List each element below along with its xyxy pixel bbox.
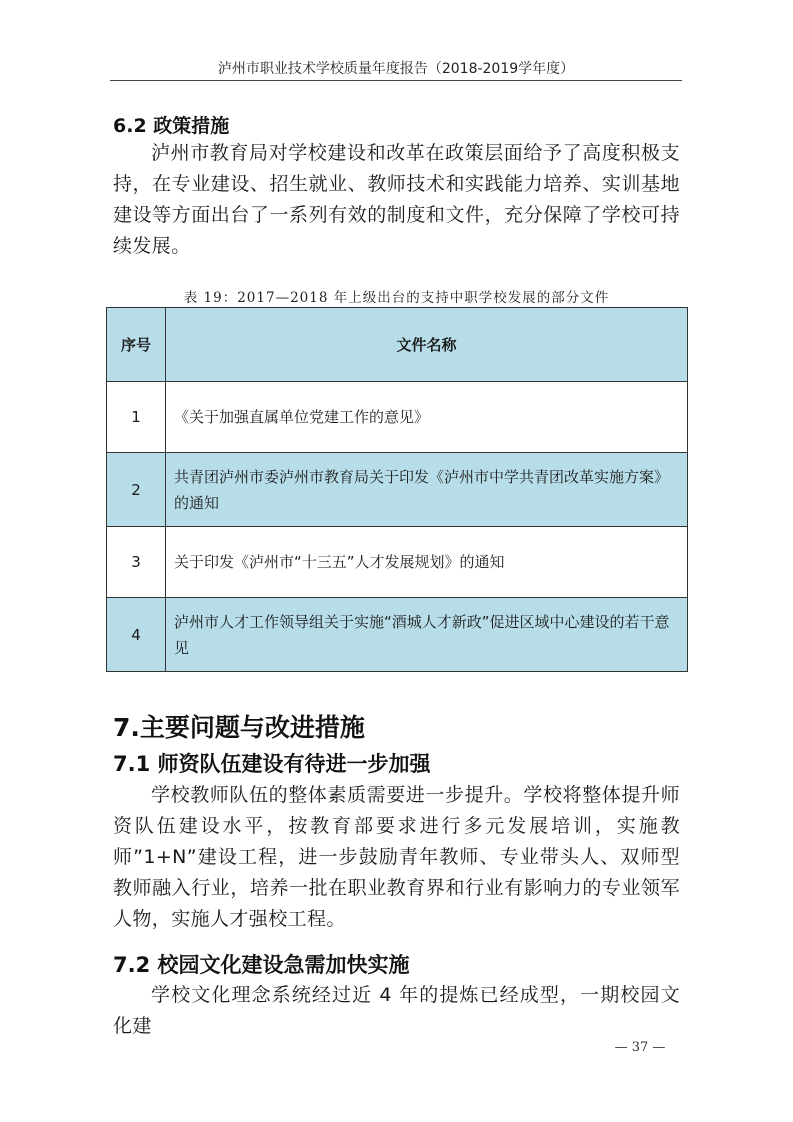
section-7-1-heading: 7.1 师资队伍建设有待进一步加强: [113, 752, 431, 776]
row-num: 2: [107, 453, 166, 527]
row-title: 关于印发《泸州市“十三五”人才发展规划》的通知: [166, 527, 688, 598]
header-num: 序号: [107, 308, 166, 382]
table-row: [107, 453, 688, 527]
row-num: 1: [107, 382, 166, 453]
table-row: [107, 527, 688, 598]
row-title: 泸州市人才工作领导组关于实施“酒城人才新政”促进区域中心建设的若干意见: [166, 598, 688, 672]
page-number: — 37 —: [614, 1040, 666, 1055]
row-title: 共青团泸州市委泸州市教育局关于印发《泸州市中学共青团改革实施方案》的通知: [166, 453, 688, 527]
header-title: 文件名称: [166, 308, 688, 382]
table-row: [107, 382, 688, 453]
documents-table: [106, 307, 688, 672]
section-7-2-heading: 7.2 校园文化建设急需加快实施: [113, 953, 410, 977]
section-6-2-paragraph: 泸州市教育局对学校建设和改革在政策层面给予了高度积极支持，在专业建设、招生就业、教师技术和实践能力培养、实训基地建设等方面出台了一系列有效的制度和文件，充分保障了学校可持续发展。: [113, 142, 680, 257]
chapter-7-heading: 7.主要问题与改进措施: [113, 713, 365, 742]
table-row: [107, 598, 688, 672]
row-num: 4: [107, 598, 166, 672]
table-caption: 表 19：2017—2018 年上级出台的支持中职学校发展的部分文件: [183, 290, 610, 306]
table-header-row: [107, 308, 688, 382]
section-7-2-paragraph: 学校文化理念系统经过近 4 年的提炼已经成型，一期校园文化建: [113, 984, 680, 1037]
section-7-1-paragraph: 学校教师队伍的整体素质需要进一步提升。学校将整体提升师资队伍建设水平，按教育部要求进行多元发展培训，实施教师”1+N”建设工程，进一步鼓励青年教师、专业带头人、双师型教师融入行业，培养一批在职业教育界和行业有影响力的专业领军人物，实施人才强校工程。: [113, 784, 680, 930]
header-divider: [110, 80, 682, 81]
row-num: 3: [107, 527, 166, 598]
section-6-2-heading: 6.2 政策措施: [113, 115, 230, 137]
running-header: 泸州市职业技术学校质量年度报告（2018-2019学年度）: [217, 61, 575, 77]
row-title: 《关于加强直属单位党建工作的意见》: [166, 382, 688, 453]
